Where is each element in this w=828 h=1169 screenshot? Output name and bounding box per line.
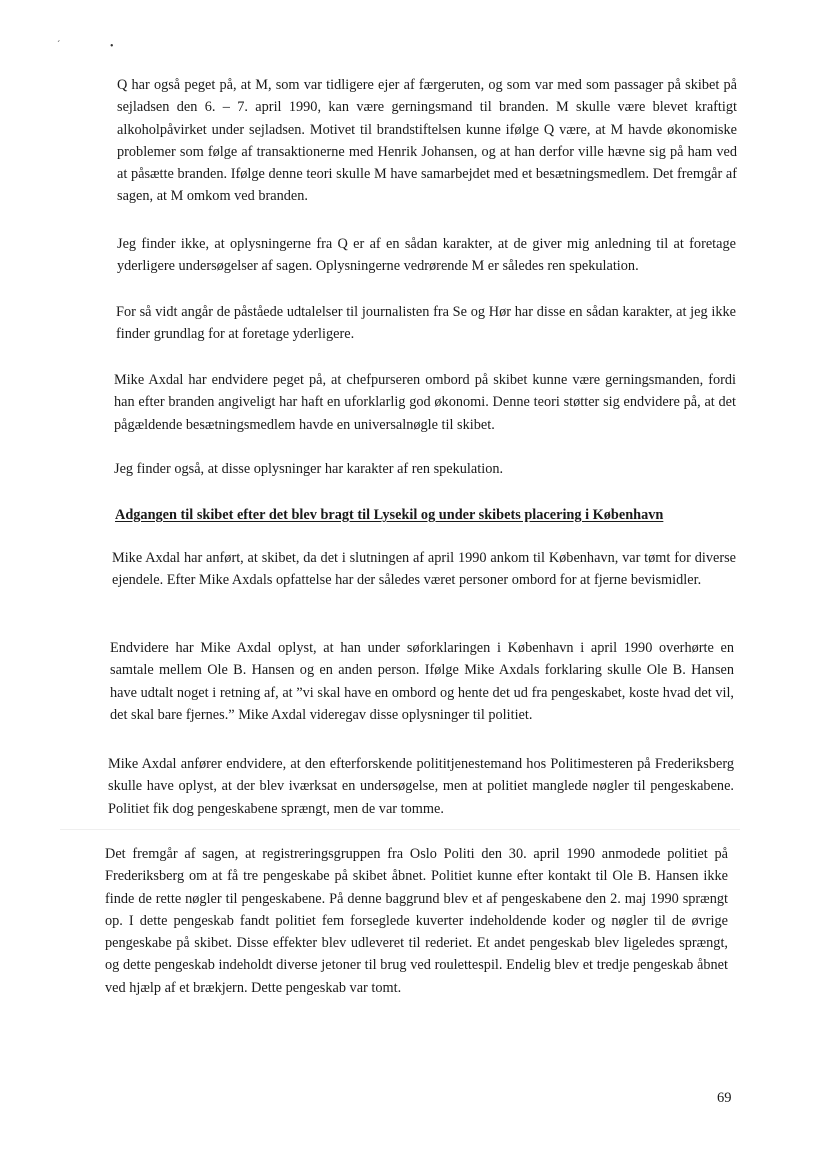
page-number: 69: [717, 1090, 732, 1106]
paragraph-oslo-police: Det fremgår af sagen, at registreringsgruppen fra Oslo Politi den 30. april 1990 anmodede politiet på Frederiksberg om at få tre pengeskabe på skibet åbnet. Politiet kunne efter kontakt til Ole B. Hansen ikke finde de rette nøgler til pengeskabene. På denne baggrund blev et af pengeskabene den 2. maj 1990 sprængt op. I dette pengeskab fandt politiet fem forseglede kuverter indeholdende koder og nøgler til de øvrige pengeskabe på skibet. Disse effekter blev udleveret til rederiet. Et andet pengeskab blev ligeledes sprængt, og dette pengeskab indeholdt diverse jetoner til brug ved roulettespil. Endelig blev et tredje pengeskab åbnet ved hjælp af et brækjern. Dette pengeskab var tomt.: [105, 846, 728, 996]
paragraph-chefpurser-theory: Mike Axdal har endvidere peget på, at chefpurseren ombord på skibet kunne være gerningsmanden, fordi han efter branden angiveligt har haft en uforklarlig god økonomi. Denne teori støtter sig endvidere på, at det pågældende besætningsmedlem havde en universalnøgle til skibet.: [114, 372, 736, 433]
paragraph-q-theory: Q har også peget på, at M, som var tidligere ejer af færgeruten, og som var med som passager på skibet på sejladsen den 6. – 7. april 1990, kan være gerningsmand til branden. M skulle være blevet kraftigt alkoholpåvirket under sejladsen. Motivet til brandstiftelsen kunne ifølge Q være, at M havde økonomiske problemer som følge af transaktionerne med Henrik Johansen, og at han derfor ville hævne sig på ham ved at påsætte branden. Ifølge denne teori skulle M have samarbejdet med et besætningsmedlem. Det fremgår af sagen, at M omkom ved branden.: [117, 77, 737, 205]
paragraph-ship-emptied: Mike Axdal har anført, at skibet, da det i slutningen af april 1990 ankom til København, var tømt for diverse ejendele. Efter Mike Axdals opfattelse har der således været personer ombord for at fjerne bevismidler.: [112, 550, 736, 589]
paragraph-safes-investigation: Mike Axdal anfører endvidere, at den efterforskende polititjenestemand hos Politimesteren på Frederiksberg skulle have oplyst, at der blev iværksat en undersøgelse, men at politiet manglede nøgler til pengeskabene. Politiet fik dog pengeskabene sprængt, men de var tomme.: [108, 756, 734, 817]
scan-mark: •: [110, 41, 114, 52]
paragraph-overheard-conversation: Endvidere har Mike Axdal oplyst, at han under søforklaringen i København i april 1990 overhørte en samtale mellem Ole B. Hansen og en anden person. Ifølge Mike Axdals forklaring skulle Ole B. Hansen have udtalt noget i retning af, at ”vi skal have en ombord og hente det ud fra pengeskabet, koste hvad det vil, det skal bare fjernes.” Mike Axdal videregav disse oplysninger til politiet.: [110, 640, 734, 723]
section-heading: Adgangen til skibet efter det blev bragt til Lysekil og under skibets placering i København: [115, 507, 664, 523]
scan-mark: ´: [57, 40, 61, 51]
scan-seam: [60, 829, 740, 830]
paragraph-speculation: Jeg finder også, at disse oplysninger har karakter af ren spekulation.: [114, 461, 504, 477]
paragraph-se-og-hoer: For så vidt angår de påståede udtalelser til journalisten fra Se og Hør har disse en sådan karakter, at jeg ikke finder grundlag for at foretage yderligere.: [116, 304, 736, 343]
paragraph-q-assessment: Jeg finder ikke, at oplysningerne fra Q er af en sådan karakter, at de giver mig anledning til at foretage yderligere undersøgelser af sagen. Oplysningerne vedrørende M er således ren spekulation.: [117, 236, 736, 275]
